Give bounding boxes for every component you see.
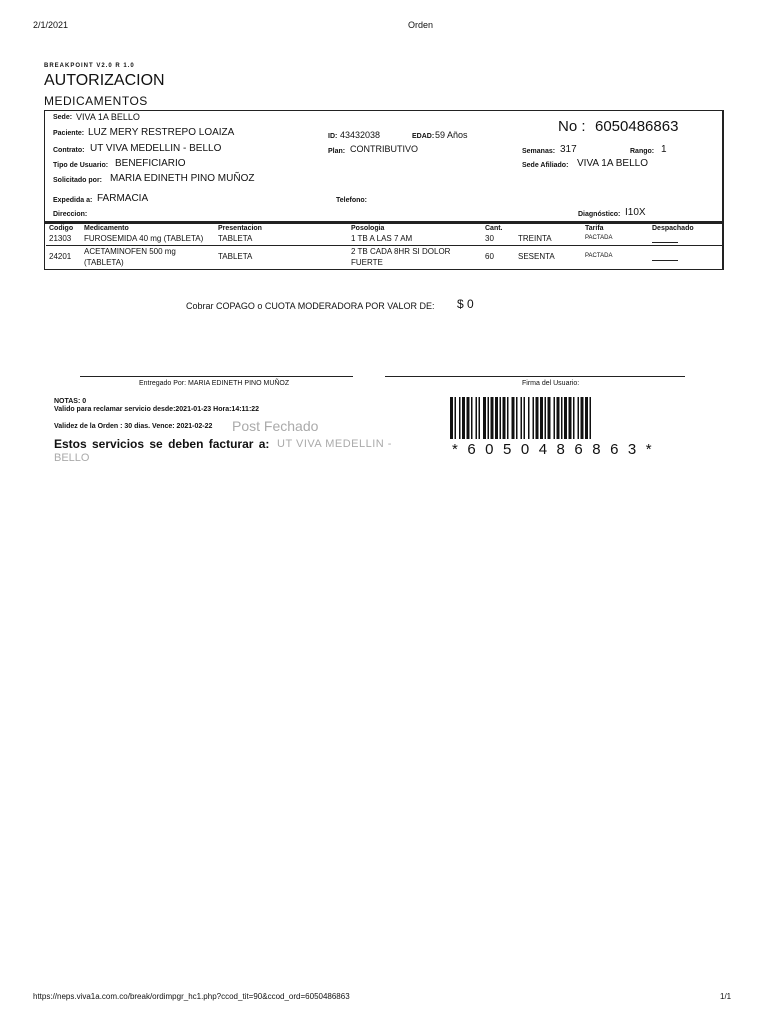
sede-value: VIVA 1A BELLO bbox=[76, 112, 140, 122]
col-header-cant: Cant. bbox=[485, 225, 503, 232]
copago-text: Cobrar COPAGO o CUOTA MODERADORA POR VALOR DE: bbox=[186, 301, 435, 311]
document-title: AUTORIZACION bbox=[44, 72, 165, 89]
expedida-value: FARMACIA bbox=[97, 193, 149, 204]
plan-value: CONTRIBUTIVO bbox=[350, 144, 419, 154]
facturar-label: Estos servicios se deben facturar a: bbox=[54, 437, 270, 451]
notas: NOTAS: 0 bbox=[54, 398, 87, 405]
barcode-bar bbox=[573, 397, 575, 439]
row2-posologia-line2: FUERTE bbox=[351, 258, 383, 267]
barcode-bar bbox=[561, 397, 563, 439]
semanas-label: Semanas: bbox=[522, 148, 556, 155]
col-header-codigo: Codigo bbox=[49, 225, 74, 232]
plan-label: Plan: bbox=[328, 148, 346, 155]
order-number: 6050486863 bbox=[595, 118, 679, 135]
page-number: 1/1 bbox=[720, 992, 732, 1001]
tipo-usuario-label: Tipo de Usuario: bbox=[53, 162, 109, 169]
barcode-bar bbox=[590, 397, 592, 439]
valido-desde: Valido para reclamar servicio desde:2021-01-23 Hora:14:11:22 bbox=[54, 406, 260, 413]
entregado-por: Entregado Por: MARIA EDINETH PINO MUÑOZ bbox=[139, 380, 290, 387]
barcode-bar bbox=[578, 397, 580, 439]
barcode-bar bbox=[516, 397, 518, 439]
barcode-bar bbox=[467, 397, 470, 439]
row2-codigo: 24201 bbox=[49, 252, 72, 261]
paciente-value: LUZ MERY RESTREPO LOAIZA bbox=[88, 127, 235, 138]
row2-presentacion: TABLETA bbox=[218, 252, 253, 261]
edad-value: 59 Años bbox=[435, 130, 468, 140]
col-header-presentacion: Presentacion bbox=[218, 225, 262, 232]
tipo-usuario-value: BENEFICIARIO bbox=[115, 158, 186, 169]
barcode-bar bbox=[512, 397, 515, 439]
barcode-bar bbox=[479, 397, 481, 439]
barcode-bar bbox=[540, 397, 543, 439]
page-title: Orden bbox=[408, 20, 434, 30]
barcode-bar bbox=[533, 397, 535, 439]
sede-afiliado-value: VIVA 1A BELLO bbox=[577, 158, 648, 169]
row2-medicamento-line2: (TABLETA) bbox=[84, 258, 124, 267]
row2-tarifa: PACTADA bbox=[585, 253, 613, 259]
sede-label: Sede: bbox=[53, 114, 73, 121]
barcode-bar bbox=[581, 397, 584, 439]
firma-signature-line bbox=[385, 376, 685, 377]
solicitado-label: Solicitado por: bbox=[53, 177, 102, 184]
barcode-bar bbox=[503, 397, 506, 439]
solicitado-value: MARIA EDINETH PINO MUÑOZ bbox=[110, 173, 255, 184]
barcode-bar bbox=[507, 397, 509, 439]
barcode-bar bbox=[488, 397, 490, 439]
col-header-medicamento: Medicamento bbox=[84, 225, 129, 232]
rango-label: Rango: bbox=[630, 148, 655, 155]
row1-cant: 30 bbox=[485, 234, 494, 243]
contrato-value: UT VIVA MEDELLIN - BELLO bbox=[90, 143, 222, 154]
barcode-bar bbox=[548, 397, 551, 439]
barcode-bar bbox=[500, 397, 502, 439]
id-value: 43432038 bbox=[340, 130, 381, 140]
barcode-bar bbox=[545, 397, 547, 439]
row1-medicamento: FUROSEMIDA 40 mg (TABLETA) bbox=[84, 234, 204, 243]
row2-cant-letras: SESENTA bbox=[518, 252, 555, 261]
facturar-value: UT VIVA MEDELLIN - bbox=[277, 438, 392, 450]
barcode-bar bbox=[459, 397, 461, 439]
semanas-value: 317 bbox=[560, 144, 577, 155]
barcode-bar bbox=[536, 397, 539, 439]
direccion-label: Direccion: bbox=[53, 211, 88, 218]
row1-presentacion: TABLETA bbox=[218, 234, 253, 243]
col-header-tarifa: Tarifa bbox=[585, 225, 604, 232]
barcode-bar bbox=[450, 397, 453, 439]
diagnostico-value: I10X bbox=[625, 207, 646, 218]
row-divider bbox=[46, 245, 722, 246]
col-header-despachado: Despachado bbox=[652, 225, 694, 232]
facturar-value-line2: BELLO bbox=[54, 452, 90, 464]
row1-cant-letras: TREINTA bbox=[518, 234, 552, 243]
firma-usuario: Firma del Usuario: bbox=[522, 380, 580, 387]
barcode-bar bbox=[476, 397, 478, 439]
barcode-bar bbox=[585, 397, 588, 439]
validez-orden: Validez de la Orden : 30 dias. Vence: 2021-02-22 bbox=[54, 423, 213, 430]
edad-label: EDAD: bbox=[412, 133, 435, 140]
entregado-signature-line bbox=[80, 376, 353, 377]
barcode-bar bbox=[564, 397, 567, 439]
barcode-bar bbox=[455, 397, 457, 439]
row2-cant: 60 bbox=[485, 252, 494, 261]
page-url[interactable]: https://neps.viva1a.com.co/break/ordimpgr_hc1.php?ccod_tit=90&ccod_ord=6050486863 bbox=[33, 992, 350, 1001]
barcode-bar bbox=[495, 397, 498, 439]
barcode-text: *6050486863* bbox=[452, 441, 662, 458]
barcode-bar bbox=[471, 397, 473, 439]
telefono-label: Telefono: bbox=[336, 197, 367, 204]
expedida-label: Expedida a: bbox=[53, 197, 93, 204]
document-subtitle: MEDICAMENTOS bbox=[44, 94, 148, 108]
col-header-posologia: Posologia bbox=[351, 225, 385, 232]
diagnostico-label: Diagnóstico: bbox=[578, 211, 621, 218]
barcode-bar bbox=[491, 397, 494, 439]
id-label: ID: bbox=[328, 133, 338, 140]
barcode-bar bbox=[554, 397, 556, 439]
barcode-bar bbox=[524, 397, 526, 439]
barcode-bar bbox=[557, 397, 560, 439]
post-fechado: Post Fechado bbox=[232, 418, 319, 434]
barcode bbox=[450, 397, 660, 439]
print-date: 2/1/2021 bbox=[33, 20, 69, 30]
row2-medicamento: ACETAMINOFEN 500 mg bbox=[84, 247, 176, 256]
barcode-bar bbox=[462, 397, 465, 439]
row1-despachado-line bbox=[652, 242, 678, 243]
contrato-label: Contrato: bbox=[53, 147, 85, 154]
sede-afiliado-label: Sede Afiliado: bbox=[522, 162, 569, 169]
barcode-bar bbox=[528, 397, 530, 439]
row1-tarifa: PACTADA bbox=[585, 235, 613, 241]
row2-despachado-line bbox=[652, 260, 678, 261]
rango-value: 1 bbox=[661, 144, 667, 155]
barcode-bar bbox=[483, 397, 486, 439]
barcode-bar bbox=[569, 397, 572, 439]
order-number-label: No : bbox=[558, 118, 586, 135]
copago-value: $ 0 bbox=[457, 297, 474, 311]
barcode-bar bbox=[521, 397, 523, 439]
row2-posologia: 2 TB CADA 8HR SI DOLOR bbox=[351, 247, 451, 256]
paciente-label: Paciente: bbox=[53, 130, 85, 137]
row1-codigo: 21303 bbox=[49, 234, 72, 243]
row1-posologia: 1 TB A LAS 7 AM bbox=[351, 234, 413, 243]
version-label: BREAKPOINT V2.0 R 1.0 bbox=[44, 63, 135, 69]
